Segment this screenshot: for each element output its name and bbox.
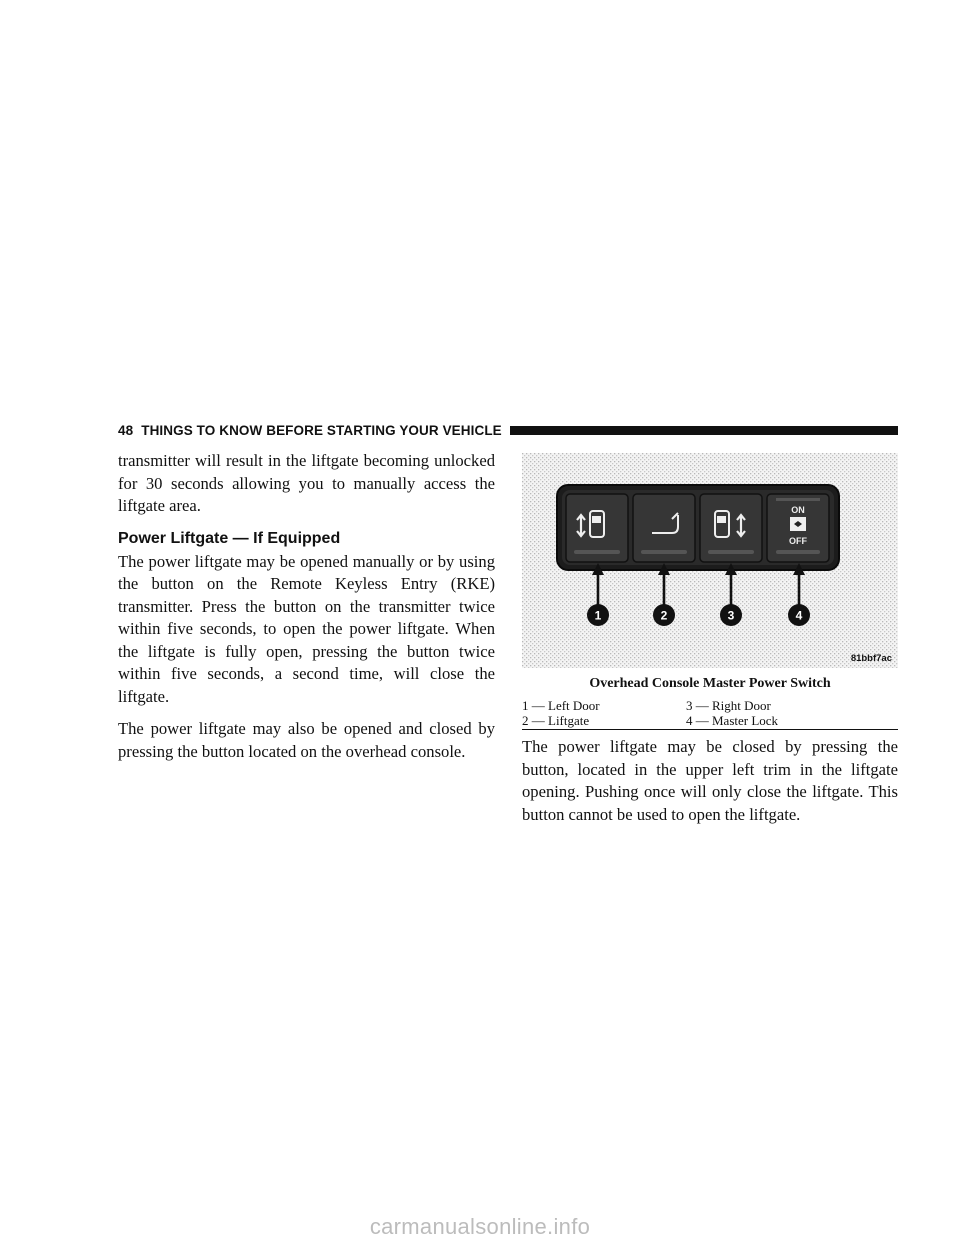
paragraph-continued: transmitter will result in the liftgate becoming unlocked for 30 seconds allowing you to manually access the liftgate area. bbox=[118, 451, 495, 515]
overhead-console-figure bbox=[522, 453, 898, 668]
console-switch-illustration bbox=[522, 453, 898, 668]
on-label: ON bbox=[791, 505, 805, 515]
right-column bbox=[522, 736, 898, 836]
figure-caption-title: Overhead Console Master Power Switch bbox=[589, 676, 831, 691]
page-number: 48 bbox=[118, 422, 134, 438]
callout-3: 3 bbox=[727, 608, 735, 623]
legend-item: 3 — Right Door bbox=[686, 698, 771, 713]
legend-item: 4 — Master Lock bbox=[686, 713, 779, 728]
paragraph-power-liftgate: The power liftgate may be opened manually or by using the button on the Remote Keyless Entry (RKE) transmitter. Press the button on the transmitter twice within five seconds, to open the power liftgate. When the liftgate is fully open, pressing the button twice within five seconds, a second time, will close the liftgate. bbox=[118, 551, 495, 706]
callout-1: 1 bbox=[594, 608, 602, 623]
legend-item: 1 — Left Door bbox=[522, 698, 600, 713]
section-title: THINGS TO KNOW BEFORE STARTING YOUR VEHICLE bbox=[141, 422, 502, 438]
power-liftgate-heading: Power Liftgate — If Equipped bbox=[118, 529, 341, 547]
liftgate-button bbox=[633, 494, 695, 562]
header-rule bbox=[510, 426, 898, 435]
left-column bbox=[118, 450, 495, 773]
paragraph-liftgate-trim-button: The power liftgate may be closed by pressing the button, located in the upper left trim in the liftgate opening. Pushing once will only close the liftgate. This button cannot be used to open the liftgate. bbox=[522, 737, 898, 824]
legend-item: 2 — Liftgate bbox=[522, 713, 590, 728]
off-label: OFF bbox=[789, 536, 807, 546]
figure-id: 81bbf7ac bbox=[850, 653, 892, 664]
callout-4: 4 bbox=[795, 608, 803, 623]
callout-2: 2 bbox=[660, 608, 668, 623]
page-header bbox=[118, 419, 898, 441]
left-door-button bbox=[566, 494, 628, 562]
figure-legend bbox=[522, 698, 898, 730]
watermark: carmanualsonline.info bbox=[369, 1214, 591, 1239]
paragraph-overhead-console: The power liftgate may also be opened and closed by pressing the button located on the overhead console. bbox=[118, 719, 495, 761]
master-lock-button bbox=[767, 494, 829, 562]
right-door-button bbox=[700, 494, 762, 562]
